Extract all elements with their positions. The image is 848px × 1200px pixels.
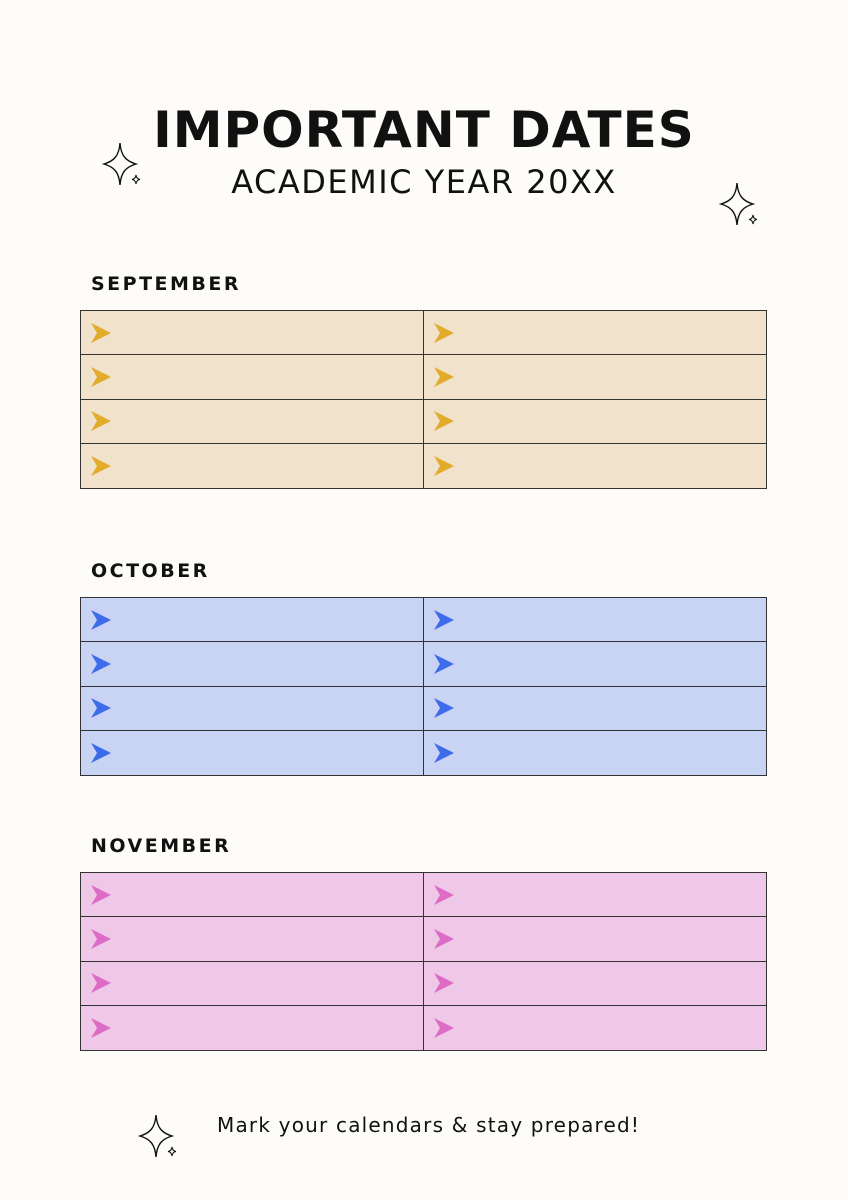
date-entry-cell[interactable] (424, 642, 767, 686)
date-entry-cell[interactable] (424, 873, 767, 917)
arrow-right-icon (433, 697, 455, 719)
arrow-right-icon (90, 366, 112, 388)
date-entry-cell[interactable] (81, 400, 424, 444)
arrow-right-icon (90, 455, 112, 477)
date-entry-cell[interactable] (81, 444, 424, 488)
footer-note: Mark your calendars & stay prepared! (217, 1113, 641, 1137)
arrow-right-icon (433, 653, 455, 675)
date-entry-cell[interactable] (81, 917, 424, 961)
date-entry-cell[interactable] (424, 311, 767, 355)
date-entry-cell[interactable] (81, 962, 424, 1006)
arrow-right-icon (433, 410, 455, 432)
arrow-right-icon (90, 609, 112, 631)
date-entry-cell[interactable] (81, 598, 424, 642)
date-entry-cell[interactable] (424, 444, 767, 488)
page-title: IMPORTANT DATES (153, 101, 695, 159)
date-entry-cell[interactable] (424, 1006, 767, 1050)
month-label-november: NOVEMBER (91, 835, 232, 857)
month-label-september: SEPTEMBER (91, 273, 242, 295)
arrow-right-icon (90, 928, 112, 950)
arrow-right-icon (90, 972, 112, 994)
date-table-october (80, 597, 767, 776)
arrow-right-icon (433, 972, 455, 994)
arrow-right-icon (433, 609, 455, 631)
arrow-right-icon (90, 697, 112, 719)
arrow-right-icon (433, 884, 455, 906)
arrow-right-icon (433, 1017, 455, 1039)
arrow-right-icon (433, 366, 455, 388)
date-entry-cell[interactable] (81, 642, 424, 686)
arrow-right-icon (90, 742, 112, 764)
date-entry-cell[interactable] (424, 687, 767, 731)
date-entry-cell[interactable] (81, 355, 424, 399)
date-table-november (80, 872, 767, 1051)
date-entry-cell[interactable] (424, 917, 767, 961)
sparkle-icon (136, 1112, 180, 1164)
date-entry-cell[interactable] (81, 1006, 424, 1050)
arrow-right-icon (90, 653, 112, 675)
page-subtitle: ACADEMIC YEAR 20XX (231, 163, 617, 201)
date-entry-cell[interactable] (81, 311, 424, 355)
arrow-right-icon (90, 1017, 112, 1039)
arrow-right-icon (90, 410, 112, 432)
date-entry-cell[interactable] (81, 873, 424, 917)
arrow-right-icon (433, 322, 455, 344)
arrow-right-icon (433, 455, 455, 477)
date-entry-cell[interactable] (424, 598, 767, 642)
date-table-september (80, 310, 767, 489)
arrow-right-icon (90, 322, 112, 344)
date-entry-cell[interactable] (424, 400, 767, 444)
date-entry-cell[interactable] (81, 687, 424, 731)
sparkle-icon (100, 140, 144, 192)
arrow-right-icon (90, 884, 112, 906)
date-entry-cell[interactable] (81, 731, 424, 775)
date-entry-cell[interactable] (424, 731, 767, 775)
sparkle-icon (717, 180, 761, 232)
arrow-right-icon (433, 742, 455, 764)
month-label-october: OCTOBER (91, 560, 210, 582)
date-entry-cell[interactable] (424, 962, 767, 1006)
date-entry-cell[interactable] (424, 355, 767, 399)
arrow-right-icon (433, 928, 455, 950)
